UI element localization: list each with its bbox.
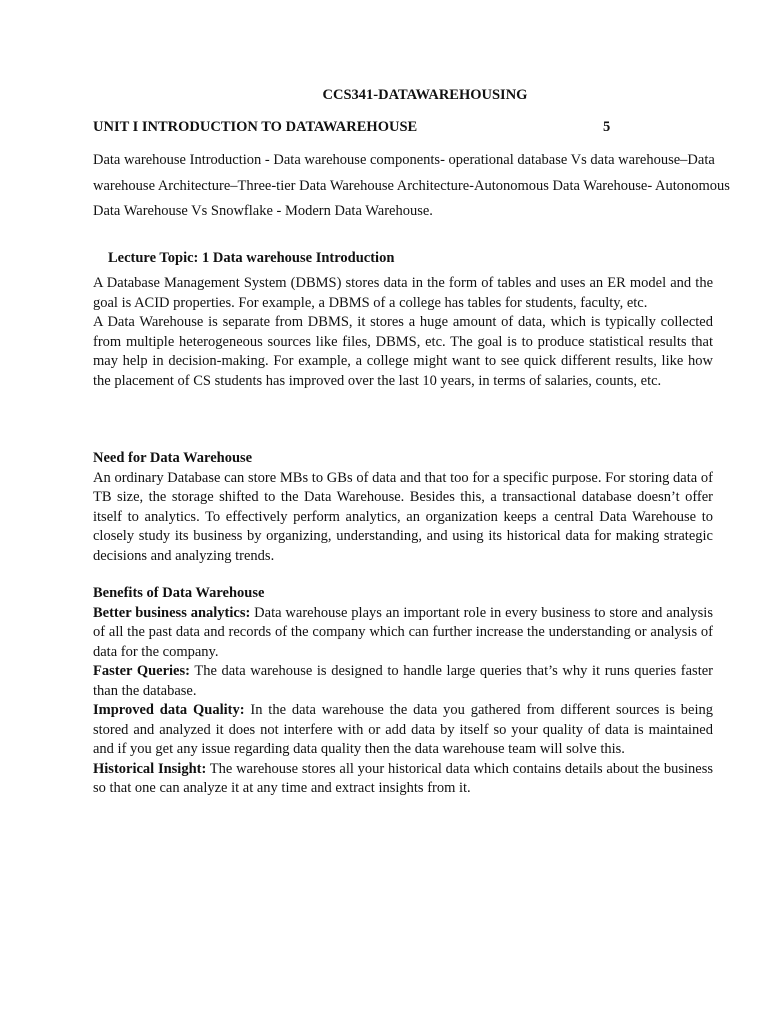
intro-paragraph-warehouse: A Data Warehouse is separate from DBMS, it stores a huge amount of data, which is typically collected from multiple heterogeneous sources like files, DBMS, etc. The goal is to produce statistical results that may help in decision-making. For example, a college might want to see quick different results, like how the placement of CS students has improved over the last 10 years, in terms of salaries, counts, etc. <box>93 314 713 389</box>
intro-paragraph-dbms: A Database Management System (DBMS) stores data in the form of tables and uses an ER model and the goal is ACID properties. For example, a DBMS of a college has tables for students, faculty, etc. <box>93 275 713 311</box>
benefit-item <box>93 701 713 760</box>
intro-section <box>93 274 713 391</box>
need-paragraph: An ordinary Database can store MBs to GBs of data and that too for a specific purpose. For storing data of TB size, the storage shifted to the Data Warehouse. Besides this, a transactional database doesn’t offer itself to analytics. To effectively perform analytics, an organization keeps a central Data Warehouse to closely study its business by organizing, understanding, and using its historical data for making strategic decisions and analyzing trends. <box>93 469 713 564</box>
benefits-section <box>93 584 713 799</box>
benefit-term: Improved data Quality: <box>93 702 245 718</box>
benefit-item <box>93 604 713 663</box>
benefit-text: The warehouse stores all your historical data which contains details about the business so that one can analyze it at any time and extract insights from it. <box>93 760 714 796</box>
need-section <box>93 449 713 566</box>
unit-title: UNIT I INTRODUCTION TO DATAWAREHOUSE <box>93 119 418 135</box>
unit-syllabus: Data warehouse Introduction - Data warehouse components- operational database Vs data warehouse–Data warehouse Architecture–Three-tier Data Warehouse Architecture-Autonomous Data Warehouse- Autonomous Data Warehouse Vs Snowflake - Modern Data Warehouse. <box>93 152 730 219</box>
benefits-heading: Benefits of Data Warehouse <box>93 585 265 601</box>
unit-heading <box>93 119 613 136</box>
benefit-term: Faster Queries: <box>93 663 190 679</box>
course-title: CCS341-DATAWAREHOUSING <box>322 87 528 103</box>
lecture-topic-heading: Lecture Topic: 1 Data warehouse Introduction <box>108 250 395 266</box>
benefit-item <box>93 662 713 701</box>
benefit-text: Data warehouse plays an important role in every business to store and analysis of all the past data and records of the company which can further increase the understanding or analysis of data for the company. <box>93 604 713 660</box>
benefit-term: Historical Insight: <box>93 760 207 777</box>
benefit-text: In the data warehouse the data you gathered from different sources is being stored and analyzed it does not interfere with or add data by itself so your quality of data is maintained and if you get any issue regarding data quality then the data warehouse team will solve this. <box>93 702 713 757</box>
unit-hours: 5 <box>603 119 611 135</box>
benefit-text: The data warehouse is designed to handle large queries that’s why it runs queries faster than the database. <box>93 663 713 699</box>
benefit-term: Better business analytics: <box>93 604 251 621</box>
need-heading: Need for Data Warehouse <box>93 450 253 466</box>
benefit-item <box>93 760 713 799</box>
